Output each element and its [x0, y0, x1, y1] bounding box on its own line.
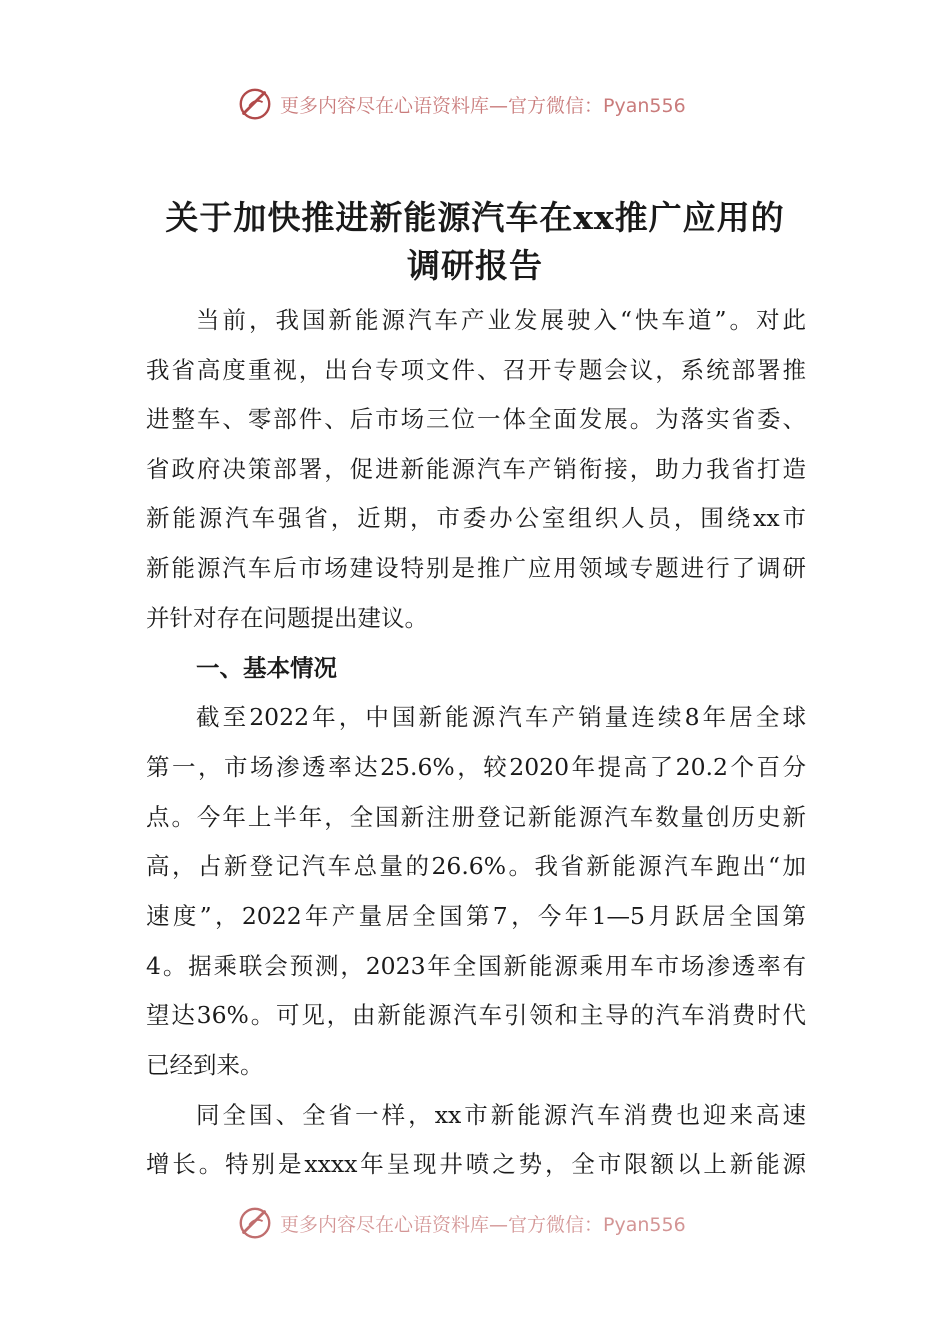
paragraph-line: 并针对存在问题提出建议。 [146, 604, 428, 632]
paragraph-line: 新能源汽车后市场建设特别是推广应用领域专题进行了调研 [146, 554, 806, 582]
paragraph-line: 截至2022年，中国新能源汽车产销量连续8年居全球 [196, 703, 806, 731]
paragraph-line: 省政府决策部署，促进新能源汽车产销衔接，助力我省打造 [146, 455, 806, 483]
logo-icon [236, 85, 274, 123]
document-title-continued: 调研报告 [407, 246, 543, 285]
paragraph-line: 点。今年上半年，全国新注册登记新能源汽车数量创历史新 [146, 803, 806, 831]
document-title: 关于加快推进新能源汽车在xx推广应用的 [165, 198, 785, 237]
section-heading: 一、基本情况 [196, 654, 337, 682]
paragraph-line: 增长。特别是xxxx年呈现井喷之势，全市限额以上新能源 [146, 1150, 806, 1178]
paragraph-line: 我省高度重视，出台专项文件、召开专题会议，系统部署推 [146, 356, 806, 384]
paragraph-line: 当前，我国新能源汽车产业发展驶入“快车道”。对此 [196, 306, 806, 334]
paragraph-line: 同全国、全省一样，xx市新能源汽车消费也迎来高速 [196, 1101, 806, 1129]
watermark-text: 更多内容尽在心语资料库—官方微信：Pyan556 [280, 1213, 686, 1236]
header-watermark [236, 84, 686, 124]
paragraph-line: 高，占新登记汽车总量的26.6%。我省新能源汽车跑出“加 [146, 852, 806, 880]
footer-watermark [236, 1203, 686, 1243]
watermark-text: 更多内容尽在心语资料库—官方微信：Pyan556 [280, 94, 686, 117]
paragraph-line: 第一，市场渗透率达25.6%，较2020年提高了20.2个百分 [146, 753, 806, 781]
paragraph-line: 速度”，2022年产量居全国第7，今年1—5月跃居全国第 [146, 902, 806, 930]
paragraph-line: 进整车、零部件、后市场三位一体全面发展。为落实省委、 [146, 405, 806, 433]
paragraph-line: 新能源汽车强省，近期，市委办公室组织人员，围绕xx市 [146, 504, 806, 532]
paragraph-line: 4。据乘联会预测，2023年全国新能源乘用车市场渗透率有 [146, 952, 806, 980]
paragraph-line: 望达36%。可见，由新能源汽车引领和主导的汽车消费时代 [146, 1001, 806, 1029]
paragraph-line: 已经到来。 [146, 1051, 264, 1079]
logo-icon [236, 1204, 274, 1242]
